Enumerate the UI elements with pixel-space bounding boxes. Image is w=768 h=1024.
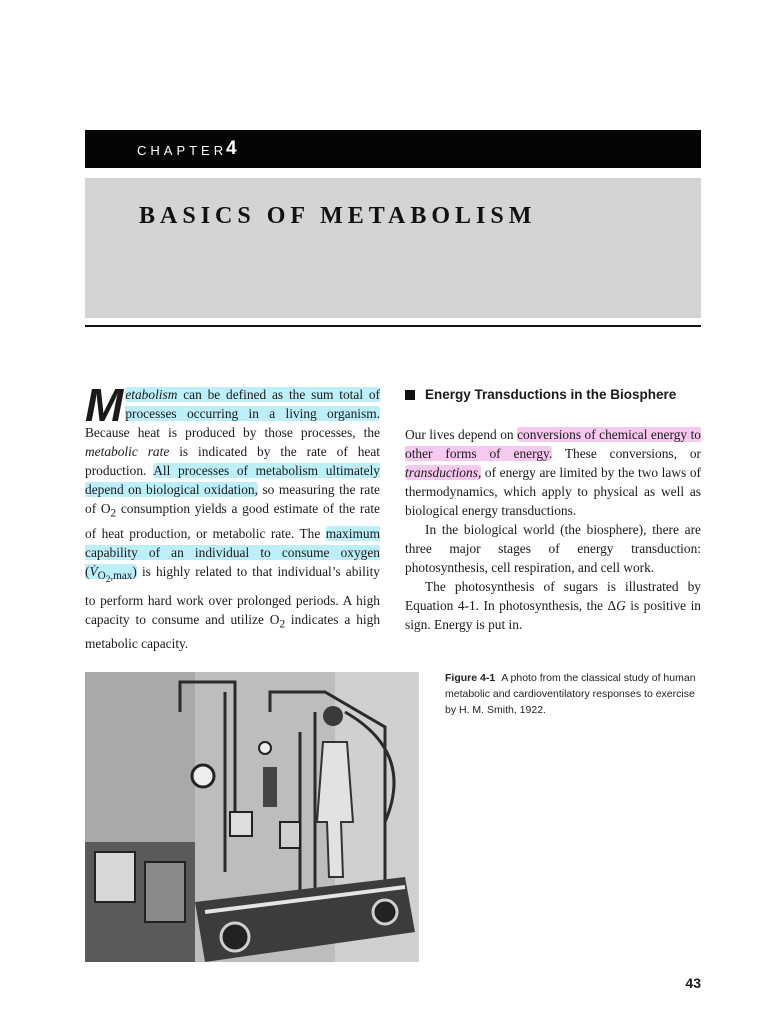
highlight-conversions: conversions of chemical energy to other forms of energy. (405, 427, 701, 461)
square-bullet-icon (405, 390, 415, 400)
highlight-oxidation: All processes of metabolism ultimately depend on biological oxidation, (85, 463, 380, 497)
text-span: Our lives depend on (405, 427, 518, 442)
page-number: 43 (685, 975, 701, 991)
chapter-title: BASICS OF METABOLISM (139, 203, 537, 229)
section-heading (405, 387, 705, 402)
term-metabolism: etabolism (125, 387, 178, 402)
figure-label: Figure 4-1 (445, 672, 496, 684)
highlight-transductions: transductions, (405, 465, 482, 480)
subscript-o2max: O2,max (97, 570, 133, 586)
highlight-definition (125, 387, 380, 421)
text-span: is positive in sign. Energy is put in. (405, 598, 701, 632)
text-span: The photosynthesis of sugars is illustrated by Equation 4-1. In photosynthesis, the Δ (405, 579, 701, 613)
text-span: is highly related to that individual’s ability to perform hard work over prolonged periods. A high capacity to consume and utilize O (85, 563, 380, 627)
text-span: indicates a high metabolic capacity. (85, 611, 381, 652)
chapter-number: 4 (226, 138, 237, 159)
photo-illustration (85, 672, 419, 962)
title-rule (85, 325, 701, 327)
chapter-label: CHAPTER (137, 143, 228, 158)
text-span: ) (132, 563, 137, 579)
paragraph (405, 577, 701, 634)
left-column (85, 379, 381, 653)
chapter-bar (85, 130, 701, 168)
symbol-g: G (616, 598, 626, 613)
subscript: 2 (105, 575, 111, 586)
text-span: These conversions, or (552, 446, 701, 461)
title-box (85, 178, 701, 318)
symbol-v: V̇ (89, 563, 98, 579)
subscript: 2 (279, 618, 286, 631)
text-span: of energy are limited by the two laws of thermodynamics, which apply to physical as well as biological energy transductions. (405, 465, 701, 518)
dropcap: M (85, 379, 124, 431)
section-heading-text: Energy Transductions in the Biosphere (425, 387, 677, 402)
text-span: is indicated by the rate of heat production. (85, 444, 380, 478)
figure-caption (445, 670, 705, 718)
right-column (405, 425, 701, 634)
caption-text: A photo from the classical study of human metabolic and cardioventilatory responses to exercise by H. M. Smith, 1922. (445, 672, 696, 716)
text-span: can be defined as the sum total of processes occurring in a living organism. (125, 387, 380, 421)
paragraph: In the biological world (the biosphere), there are three major stages of energy transduction: photosynthesis, cell respiration, and cell work. (405, 522, 701, 575)
text-span: maximum capability of an individual to consume oxygen ( (85, 525, 380, 579)
text-span: Because heat is produced by those processes, the (85, 425, 380, 440)
term-metabolic-rate: metabolic rate (85, 444, 170, 459)
figure-photo (85, 672, 419, 962)
subscript: max (113, 570, 133, 583)
subscript: O (97, 570, 106, 583)
text-span: consumption yields a good estimate of the rate of heat production, or metabolic rate. The (85, 501, 380, 541)
paragraph (405, 425, 701, 520)
text-span: so measuring the rate of O (85, 482, 380, 516)
subscript: 2 (110, 507, 117, 520)
